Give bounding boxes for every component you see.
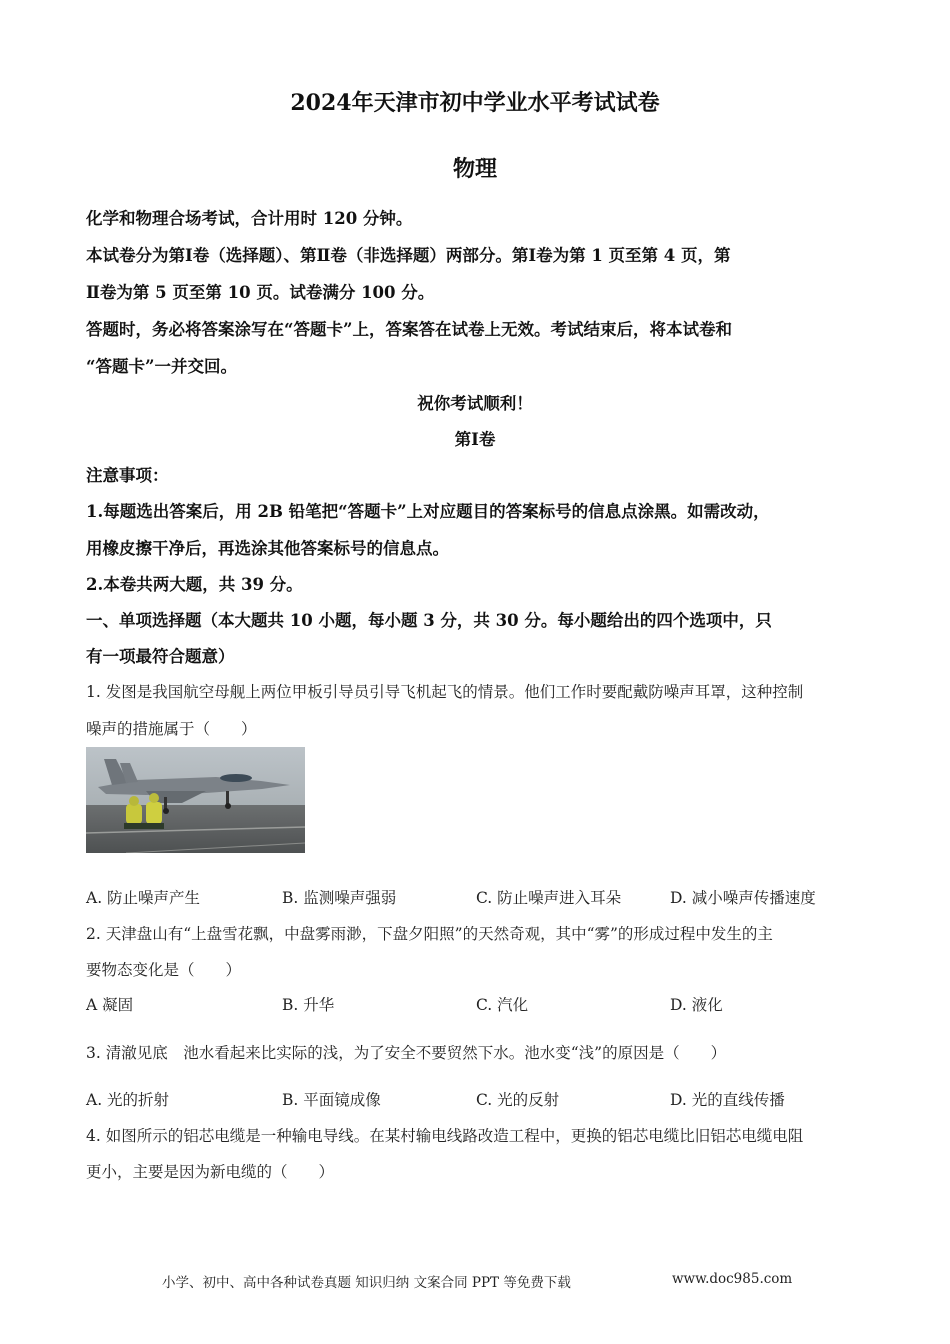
option-d: D. 光的直线传播 [670,1091,785,1109]
note-item: 1.每题选出答案后，用 2B 铅笔把“答题卡”上对应题目的答案标号的信息点涂黑。如需改动， [86,502,770,521]
wish-line: 祝你考试顺利！ [417,394,533,413]
option-c: C. 汽化 [476,996,529,1014]
option-a: A 凝固 [86,996,134,1014]
option-b: B. 监测噪声强弱 [282,889,397,907]
question-stem: 1. 发图是我国航空母舰上两位甲板引导员引导飞机起飞的情景。他们工作时要配戴防噪声耳罩，这种控制 [86,683,804,701]
option-c: C. 防止噪声进入耳朵 [476,889,622,907]
question-photo [86,747,305,853]
question-stem: 要物态变化是（ ） [86,961,242,979]
note-item: 2.本卷共两大题，共 39 分。 [86,575,303,594]
question-stem: 4. 如图所示的铝芯电缆是一种输电导线。在某村输电线路改造工程中，更换的铝芯电缆比旧铝芯电缆电阻 [86,1127,804,1145]
intro-line: Ⅱ卷为第 5 页至第 10 页。试卷满分 100 分。 [86,283,435,302]
footer-link[interactable]: www.doc985.com [672,1271,793,1287]
option-c: C. 光的反射 [476,1091,560,1109]
question-stem: 更小，主要是因为新电缆的（ ） [86,1163,335,1181]
option-a: A. 光的折射 [86,1091,170,1109]
intro-line: 答题时，务必将答案涂写在“答题卡”上，答案答在试卷上无效。考试结束后，将本试卷和 [86,320,732,339]
option-d: D. 液化 [670,996,723,1014]
notes-heading: 注意事项： [86,466,169,485]
question-stem: 3. 清澈见底 池水看起来比实际的浅，为了安全不要贸然下水。池水变“浅”的原因是（ ） [86,1044,727,1062]
footer-text: 小学、初中、高中各种试卷真题 知识归纳 文案合同 PPT 等免费下载 [162,1275,571,1291]
intro-line: “答题卡”一并交回。 [86,357,237,376]
note-item: 用橡皮擦干净后，再选涂其他答案标号的信息点。 [86,539,449,558]
page-title: 2024年天津市初中学业水平考试试卷 [290,90,660,116]
volume-heading: 第Ⅰ卷 [454,430,496,449]
question-stem: 2. 天津盘山有“上盘雪花飘，中盘雾雨渺，下盘夕阳照”的天然奇观，其中“雾”的形成过程中发生的主 [86,925,773,943]
option-b: B. 平面镜成像 [282,1091,381,1109]
intro-line: 化学和物理合场考试，合计用时 120 分钟。 [86,209,413,228]
question-stem: 噪声的措施属于（ ） [86,720,257,738]
jet-deck-photo [86,747,305,853]
section-heading: 一、单项选择题（本大题共 10 小题，每小题 3 分，共 30 分。每小题给出的四个选项中，只 [86,611,772,630]
intro-line: 本试卷分为第Ⅰ卷（选择题）、第Ⅱ卷（非选择题）两部分。第Ⅰ卷为第 1 页至第 4 页，第 [86,246,731,265]
option-b: B. 升华 [282,996,335,1014]
option-d: D. 减小噪声传播速度 [670,889,816,907]
subject-title: 物理 [452,156,497,182]
section-heading: 有一项最符合题意） [86,647,235,666]
option-a: A. 防止噪声产生 [86,889,201,907]
